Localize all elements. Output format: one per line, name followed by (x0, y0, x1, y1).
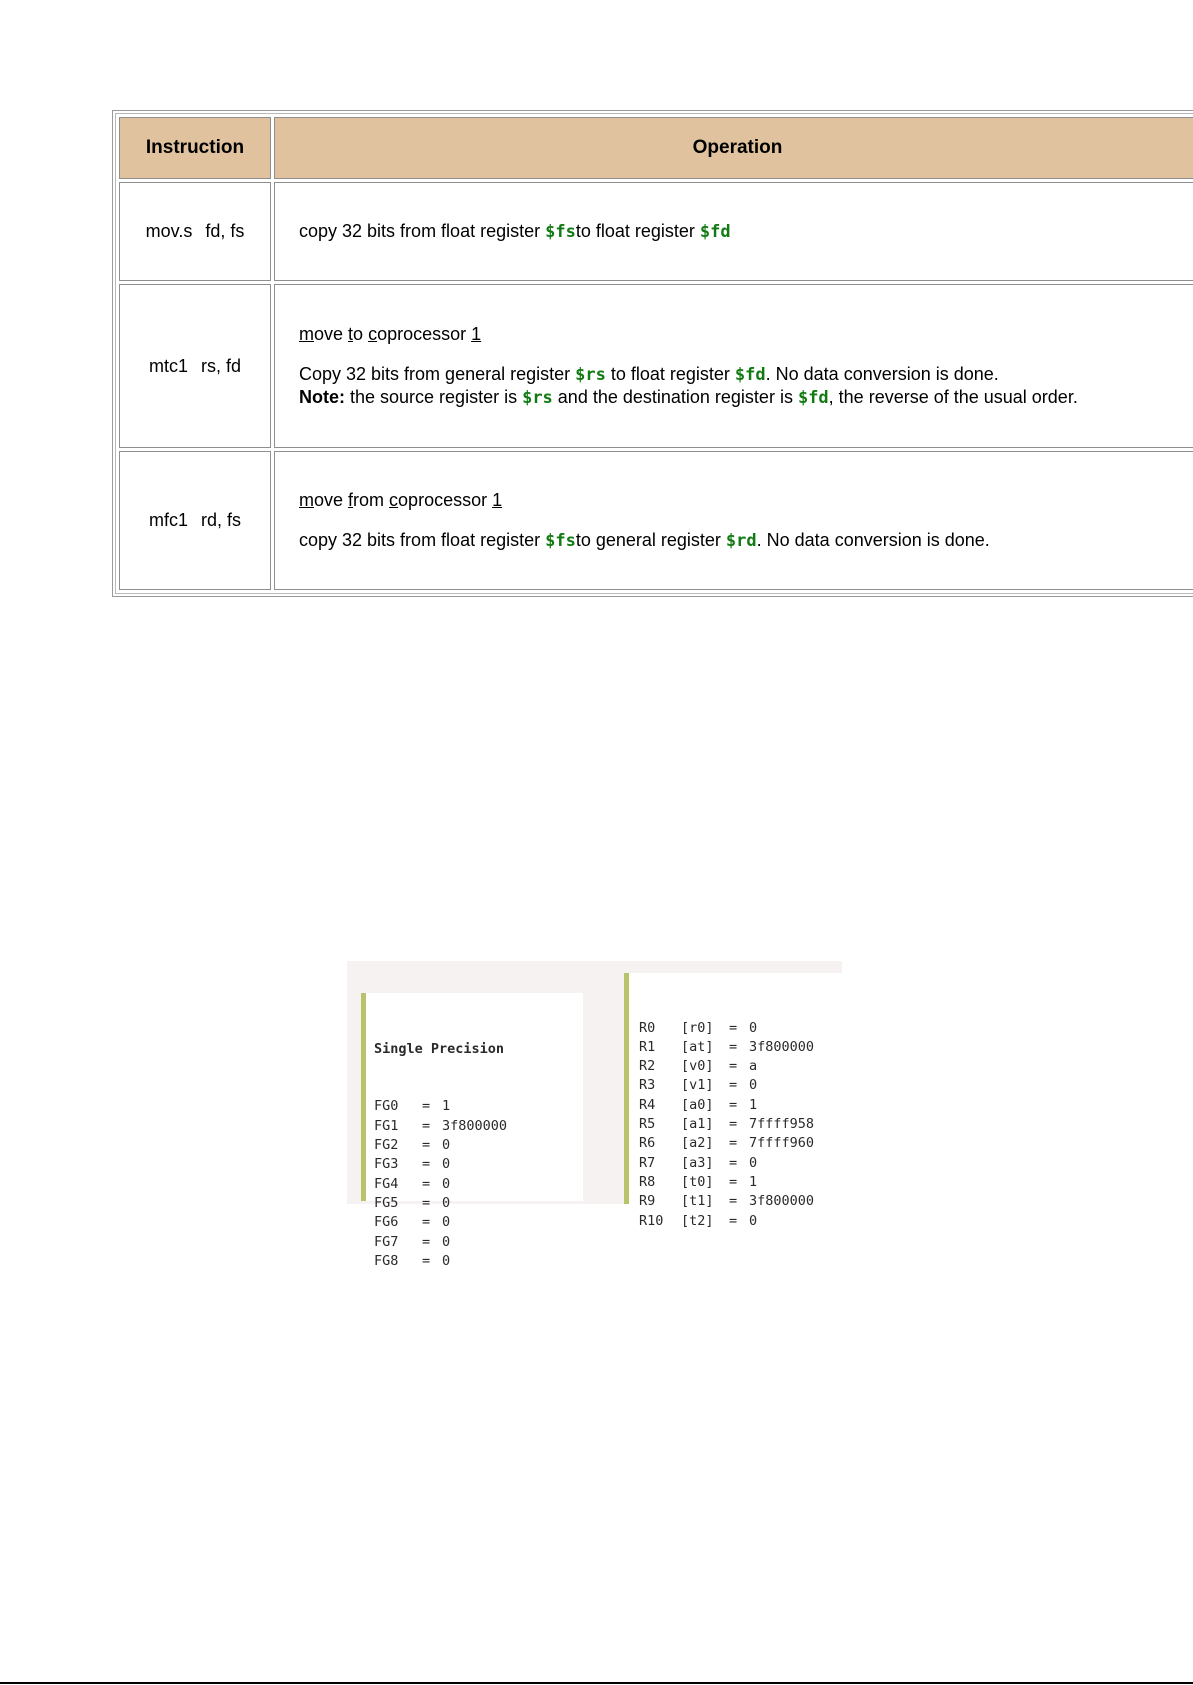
register-name: R10 (639, 1212, 664, 1229)
instruction-operands: rd, fs (201, 510, 242, 530)
equals-sign: = (422, 1098, 431, 1115)
float-register-list (374, 1097, 583, 1271)
operation-cell (274, 182, 1193, 281)
equals-sign: = (422, 1214, 431, 1231)
heading-text: ove (314, 324, 349, 344)
table-row-mov-s (119, 182, 1193, 281)
register-token: $fd (797, 388, 829, 408)
register-name: FG3 (374, 1156, 399, 1173)
general-register-row (639, 1076, 842, 1095)
operation-description (299, 220, 1193, 243)
instruction-mnemonic: mtc1 (148, 355, 188, 376)
heading-initial: 1 (471, 324, 482, 344)
register-name: FG8 (374, 1252, 399, 1269)
register-token: $fs (545, 531, 576, 551)
heading-initial: c (389, 490, 399, 510)
description-text: Copy 32 bits from general register (299, 364, 576, 384)
register-name: R2 (639, 1058, 656, 1075)
register-alias: [t0] (681, 1173, 714, 1190)
register-alias: [v0] (681, 1058, 714, 1075)
float-register-row (374, 1233, 583, 1252)
equals-sign: = (729, 1038, 738, 1055)
register-value: 0 (749, 1154, 758, 1171)
description-text: to float register (605, 364, 735, 384)
equals-sign: = (729, 1077, 738, 1094)
instruction-cell (119, 182, 271, 281)
register-value: 3f800000 (749, 1038, 815, 1055)
general-register-row (639, 1096, 842, 1115)
operation-cell (274, 284, 1193, 448)
table-row-mfc1 (119, 451, 1193, 590)
register-value: 1 (749, 1096, 758, 1113)
general-register-row (639, 1173, 842, 1192)
register-name: R7 (639, 1154, 656, 1171)
equals-sign: = (729, 1173, 738, 1190)
register-value: 3f800000 (749, 1193, 815, 1210)
table-row-mtc1 (119, 284, 1193, 448)
description-text: the source register is (345, 387, 523, 407)
operation-heading (299, 323, 1193, 345)
float-register-row (374, 1117, 583, 1136)
general-register-row (639, 1212, 842, 1231)
register-alias: [a1] (681, 1116, 714, 1133)
register-token: $fs (545, 222, 576, 242)
register-alias: [a2] (681, 1135, 714, 1152)
register-name: R4 (639, 1096, 656, 1113)
register-name: FG7 (374, 1233, 399, 1250)
heading-initial: t (348, 324, 354, 344)
register-name: FG4 (374, 1175, 399, 1192)
general-register-row (639, 1154, 842, 1173)
register-value: 0 (749, 1019, 758, 1036)
general-register-row (639, 1115, 842, 1134)
instruction-operands: fd, fs (205, 221, 245, 241)
equals-sign: = (422, 1156, 431, 1173)
register-value: 0 (442, 1214, 451, 1231)
general-register-row (639, 1192, 842, 1211)
heading-initial: m (299, 490, 314, 510)
float-register-row (374, 1175, 583, 1194)
register-value: 0 (749, 1077, 758, 1094)
register-name: FG1 (374, 1117, 399, 1134)
register-value: 0 (442, 1156, 451, 1173)
heading-text: oprocessor (377, 324, 472, 344)
register-value: 1 (749, 1173, 758, 1190)
register-value: 3f800000 (442, 1117, 508, 1134)
register-name: R3 (639, 1077, 656, 1094)
general-register-row (639, 1057, 842, 1076)
heading-initial: f (348, 490, 354, 510)
heading-initial: c (368, 324, 378, 344)
description-text: to general register (575, 530, 726, 550)
operation-cell (274, 451, 1193, 590)
register-token: $fd (734, 365, 766, 385)
equals-sign: = (729, 1019, 738, 1036)
float-register-panel (361, 993, 583, 1269)
register-value: 1 (442, 1098, 451, 1115)
register-token: $fd (699, 222, 731, 242)
equals-sign: = (422, 1137, 431, 1154)
register-name: FG0 (374, 1098, 399, 1115)
float-register-row (374, 1097, 583, 1116)
register-token: $rd (725, 531, 757, 551)
equals-sign: = (729, 1212, 738, 1229)
float-register-row (374, 1155, 583, 1174)
instruction-mnemonic: mfc1 (148, 510, 188, 530)
equals-sign: = (729, 1154, 738, 1171)
register-alias: [a0] (681, 1096, 714, 1113)
register-alias: [a3] (681, 1154, 714, 1171)
float-panel-title: Single Precision (374, 1040, 505, 1057)
register-name: FG5 (374, 1194, 399, 1211)
instruction-operands: rs, fd (201, 355, 242, 376)
register-value: 0 (442, 1175, 451, 1192)
operation-note (299, 386, 1193, 409)
equals-sign: = (422, 1233, 431, 1250)
register-value: 0 (442, 1137, 451, 1154)
instruction-mnemonic: mov.s (145, 221, 193, 241)
note-label: Note: (299, 387, 345, 407)
heading-text: o (353, 324, 369, 344)
equals-sign: = (729, 1135, 738, 1152)
heading-text: ove (314, 490, 349, 510)
description-text: . No data conversion is done. (756, 530, 990, 550)
register-alias: [r0] (681, 1019, 714, 1036)
register-value: 0 (442, 1194, 451, 1211)
heading-initial: m (299, 324, 314, 344)
general-register-row (639, 1019, 842, 1038)
operation-description (299, 363, 1193, 386)
instruction-cell (119, 451, 271, 590)
equals-sign: = (422, 1252, 431, 1269)
description-text: and the destination register is (552, 387, 798, 407)
description-text: copy 32 bits from float register (299, 530, 546, 550)
instruction-table (115, 113, 1193, 594)
register-alias: [t1] (681, 1193, 714, 1210)
float-register-row (374, 1194, 583, 1213)
register-name: R9 (639, 1193, 656, 1210)
float-register-row (374, 1136, 583, 1155)
description-text: copy 32 bits from float register (299, 221, 546, 241)
register-name: R8 (639, 1173, 656, 1190)
table-header-row (119, 117, 1193, 179)
instruction-cell (119, 284, 271, 448)
operation-description (299, 529, 1193, 552)
general-register-list (639, 1019, 842, 1231)
equals-sign: = (422, 1117, 431, 1134)
register-token: $rs (522, 388, 553, 408)
equals-sign: = (729, 1096, 738, 1113)
register-name: FG6 (374, 1214, 399, 1231)
equals-sign: = (422, 1194, 431, 1211)
heading-initial: 1 (492, 490, 503, 510)
heading-text: rom (353, 490, 390, 510)
register-alias: [v1] (681, 1077, 714, 1094)
register-screenshot (347, 961, 842, 1269)
register-value: 7ffff958 (749, 1116, 815, 1133)
equals-sign: = (729, 1058, 738, 1075)
description-text: . No data conversion is done. (765, 364, 999, 384)
register-name: FG2 (374, 1137, 399, 1154)
register-name: R6 (639, 1135, 656, 1152)
equals-sign: = (729, 1116, 738, 1133)
register-value: 0 (749, 1212, 758, 1229)
register-alias: [at] (681, 1038, 714, 1055)
description-text: to float register (575, 221, 700, 241)
float-register-row (374, 1213, 583, 1232)
register-value: a (749, 1058, 758, 1075)
general-register-row (639, 1134, 842, 1153)
register-name: R0 (639, 1019, 656, 1036)
register-value: 0 (442, 1233, 451, 1250)
general-register-row (639, 1038, 842, 1057)
register-name: R5 (639, 1116, 656, 1133)
register-alias: [t2] (681, 1212, 714, 1229)
register-token: $rs (575, 365, 606, 385)
page-bottom-rule (0, 1682, 1193, 1684)
general-register-panel (624, 973, 842, 1229)
register-value: 7ffff960 (749, 1135, 815, 1152)
equals-sign: = (422, 1175, 431, 1192)
operation-column-header: Operation (274, 117, 1193, 179)
operation-heading (299, 489, 1193, 511)
float-register-row (374, 1252, 583, 1271)
heading-text: oprocessor (398, 490, 493, 510)
instruction-column-header: Instruction (119, 117, 271, 179)
register-name: R1 (639, 1038, 656, 1055)
description-text: , the reverse of the usual order. (828, 387, 1078, 407)
equals-sign: = (729, 1193, 738, 1210)
register-value: 0 (442, 1252, 451, 1269)
